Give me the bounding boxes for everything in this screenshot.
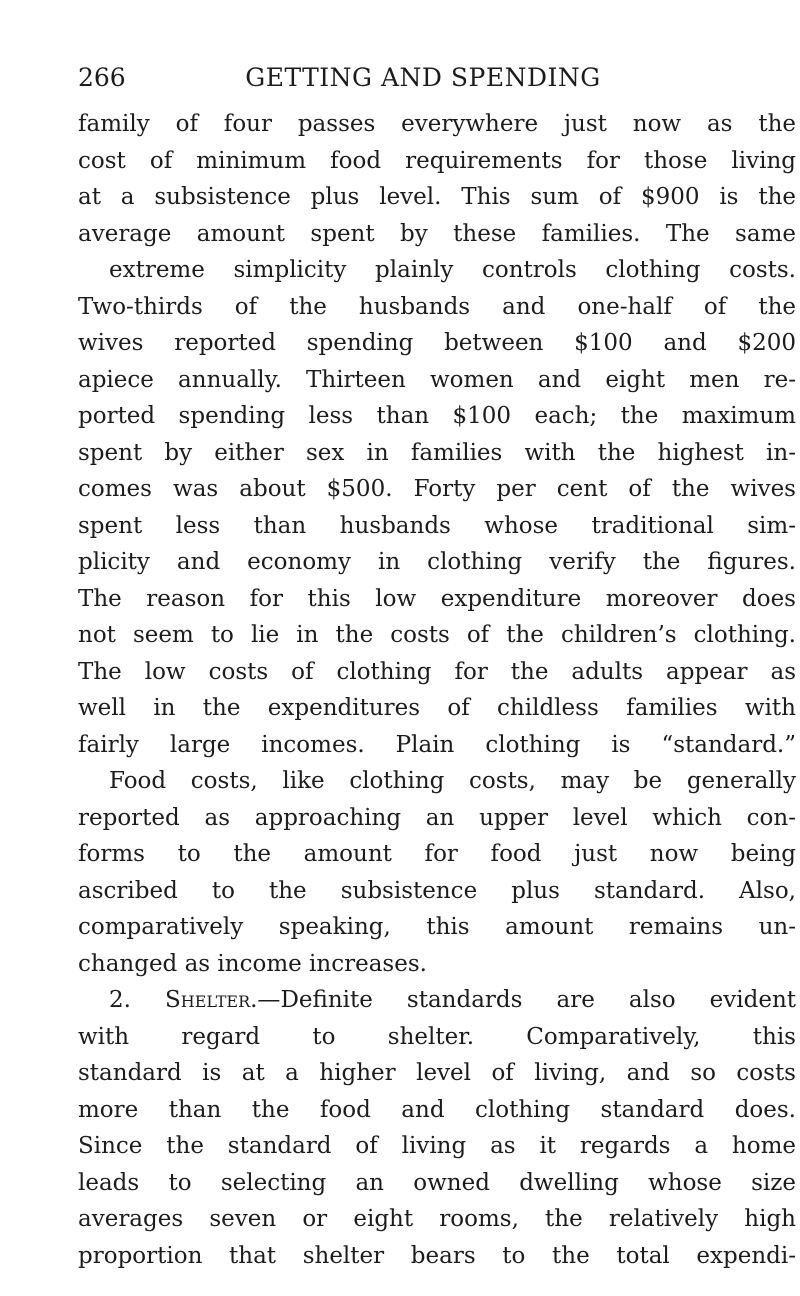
text-line: spent by either sex in families with the highest in- xyxy=(78,439,796,466)
section-dash: .— xyxy=(250,987,281,1013)
text-line: averages seven or eight rooms, the relatively high xyxy=(78,1206,796,1232)
section-first-line xyxy=(78,982,796,1019)
text-line: apiece annually. Thirteen women and eight men re- xyxy=(78,366,796,393)
section-heading: Shelter xyxy=(165,987,251,1013)
section-number: 2. xyxy=(109,987,131,1013)
text-line: not seem to lie in the costs of the children’s clothing. xyxy=(78,622,796,648)
text-line: changed as income increases. xyxy=(78,950,427,977)
page-number: 266 xyxy=(78,63,126,92)
text-line: proportion that shelter bears to the total expendi- xyxy=(78,1242,796,1269)
text-line: The low costs of clothing for the adults appear as xyxy=(78,658,796,685)
running-head: GETTING AND SPENDING xyxy=(245,63,601,92)
body-text xyxy=(78,106,796,1274)
text-line: family of four passes everywhere just now as the xyxy=(78,111,796,137)
text-line: standard is at a higher level of living, and so costs xyxy=(78,1060,796,1086)
text-line: plicity and economy in clothing verify the figures. xyxy=(78,549,796,575)
text-line: ascribed to the subsistence plus standard. Also, xyxy=(78,877,796,904)
text-line: fairly large incomes. Plain clothing is “standard.” xyxy=(78,731,796,758)
text-line: Food costs, like clothing costs, may be generally xyxy=(109,768,796,794)
text-line: wives reported spending between $100 and $200 xyxy=(78,330,796,356)
text-line: comparatively speaking, this amount remains un- xyxy=(78,914,796,940)
text-line: more than the food and clothing standard does. xyxy=(78,1096,796,1123)
text-line: at a subsistence plus level. This sum of $900 is the xyxy=(78,184,796,210)
text-line: forms to the amount for food just now being xyxy=(78,841,796,867)
text-line: with regard to shelter. Comparatively, this xyxy=(78,1023,796,1050)
text-line: cost of minimum food requirements for those living xyxy=(78,147,796,174)
text-line: Since the standard of living as it regards a home xyxy=(78,1133,796,1159)
text-line: The reason for this low expenditure moreover does xyxy=(78,585,796,612)
text-line: spent less than husbands whose traditional sim- xyxy=(78,512,796,539)
page-header xyxy=(78,58,738,98)
text-line: comes was about $500. Forty per cent of the wives xyxy=(78,476,796,502)
text-line: average amount spent by these families. The same xyxy=(78,220,796,247)
text-line: leads to selecting an owned dwelling whose size xyxy=(78,1169,796,1196)
text-line: extreme simplicity plainly controls clothing costs. xyxy=(109,257,796,283)
text-line: well in the expenditures of childless families with xyxy=(78,695,796,721)
section-first-line-text: Definite standards are also evident xyxy=(280,987,797,1013)
text-line: reported as approaching an upper level which con- xyxy=(78,804,796,831)
text-line: Two-thirds of the husbands and one-half of the xyxy=(78,293,796,320)
text-line: ported spending less than $100 each; the maximum xyxy=(78,403,796,429)
